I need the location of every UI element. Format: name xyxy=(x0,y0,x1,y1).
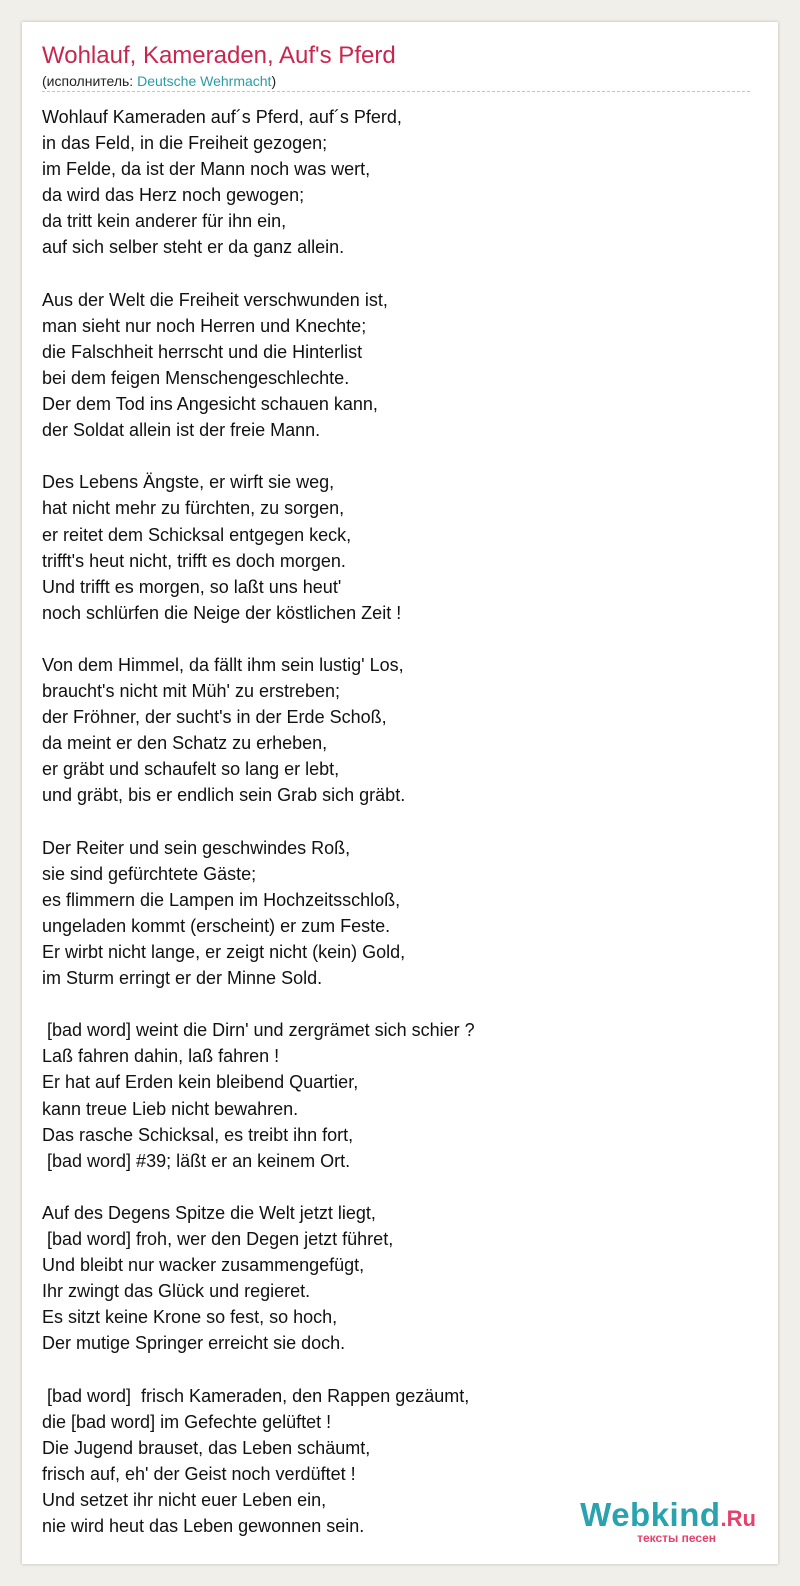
lyric-line: der Fröhner, der sucht's in der Erde Schoß, xyxy=(42,707,387,728)
lyrics-card xyxy=(22,22,778,1564)
logo-subtitle: тексты песен xyxy=(637,1531,716,1545)
stanza xyxy=(42,652,752,809)
lyric-line: Es sitzt keine Krone so fest, so hoch, xyxy=(42,1307,338,1328)
lyric-line: im Felde, da ist der Mann noch was wert, xyxy=(42,159,371,180)
lyric-line: frisch auf, eh' der Geist noch verdüftet ! xyxy=(42,1463,356,1484)
stanza xyxy=(42,287,752,444)
lyric-line: Von dem Himmel, da fällt ihm sein lustig' Los, xyxy=(42,654,404,675)
lyric-line: Der Reiter und sein geschwindes Roß, xyxy=(42,837,351,858)
lyric-line: Laß fahren dahin, laß fahren ! xyxy=(42,1046,280,1067)
lyric-line: die Falschheit herrscht und die Hinterlist xyxy=(42,341,363,362)
lyric-line: Aus der Welt die Freiheit verschwunden ist, xyxy=(42,289,388,310)
lyric-line: Er wirbt nicht lange, er zeigt nicht (kein) Gold, xyxy=(42,942,406,962)
logo-main-text: Webkind xyxy=(580,1496,721,1533)
lyric-line: es flimmern die Lampen im Hochzeitsschloß, xyxy=(42,889,401,910)
lyric-line: Und trifft es morgen, so laßt uns heut' xyxy=(42,576,342,597)
lyric-line: Die Jugend brauset, das Leben schäumt, xyxy=(42,1437,371,1458)
lyric-line: man sieht nur noch Herren und Knechte; xyxy=(42,315,367,336)
lyric-line: trifft's heut nicht, trifft es doch morgen. xyxy=(42,550,346,571)
lyric-line: Wohlauf Kameraden auf´s Pferd, auf´s Pferd, xyxy=(42,107,402,127)
lyric-line: Und setzet ihr nicht euer Leben ein, xyxy=(42,1489,327,1510)
stanza xyxy=(42,104,752,261)
lyric-line: im Sturm erringt er der Minne Sold. xyxy=(42,968,323,989)
lyrics-body xyxy=(42,104,752,1565)
lyric-line: er gräbt und schaufelt so lang er lebt, xyxy=(42,759,340,780)
stanza xyxy=(42,1200,752,1357)
lyric-line: kann treue Lieb nicht bewahren. xyxy=(42,1098,299,1119)
lyric-line: Auf des Degens Spitze die Welt jetzt liegt, xyxy=(42,1202,376,1223)
lyric-line: Er hat auf Erden kein bleibend Quartier, xyxy=(42,1072,359,1093)
lyric-line: hat nicht mehr zu fürchten, zu sorgen, xyxy=(42,498,345,519)
lyric-line: er reitet dem Schicksal entgegen keck, xyxy=(42,524,352,545)
lyric-line: ungeladen kommt (erscheint) er zum Feste. xyxy=(42,915,391,936)
logo-suffix-text: .Ru xyxy=(720,1506,756,1531)
stanza xyxy=(42,469,752,626)
lyric-line: Und bleibt nur wacker zusammengefügt, xyxy=(42,1255,365,1276)
lyric-line: Das rasche Schicksal, es treibt ihn fort, xyxy=(42,1124,354,1145)
lyric-line: Des Lebens Ängste, er wirft sie weg, xyxy=(42,472,335,493)
lyric-line: [bad word] froh, wer den Degen jetzt führet, xyxy=(42,1229,394,1250)
lyric-line: Der dem Tod ins Angesicht schauen kann, xyxy=(42,394,378,415)
lyric-line: der Soldat allein ist der freie Mann. xyxy=(42,420,321,441)
lyric-line: da tritt kein anderer für ihn ein, xyxy=(42,211,287,232)
artist-suffix: ) xyxy=(271,73,277,89)
lyric-line: da wird das Herz noch gewogen; xyxy=(42,185,305,206)
lyric-line: auf sich selber steht er da ganz allein. xyxy=(42,237,345,258)
divider xyxy=(42,91,750,92)
lyric-line: die [bad word] im Gefechte gelüftet ! xyxy=(42,1411,332,1432)
lyric-line: sie sind gefürchtete Gäste; xyxy=(42,863,257,884)
artist-prefix: (исполнитель: xyxy=(42,73,138,89)
lyric-line: noch schlürfen die Neige der köstlichen Zeit ! xyxy=(42,602,402,623)
lyric-line: [bad word] frisch Kameraden, den Rappen gezäumt, xyxy=(42,1385,470,1406)
site-logo[interactable] xyxy=(580,1498,756,1544)
lyric-line: bei dem feigen Menschengeschlechte. xyxy=(42,367,350,388)
song-title: Wohlauf, Kameraden, Auf's Pferd xyxy=(42,42,396,69)
lyric-line: [bad word] #39; läßt er an keinem Ort. xyxy=(42,1150,351,1171)
lyric-line: braucht's nicht mit Müh' zu erstreben; xyxy=(42,681,341,702)
artist-link[interactable]: Deutsche Wehrmacht xyxy=(137,73,272,89)
artist-line xyxy=(42,73,276,89)
lyric-line: und gräbt, bis er endlich sein Grab sich gräbt. xyxy=(42,785,406,806)
lyric-line: nie wird heut das Leben gewonnen sein. xyxy=(42,1516,365,1537)
lyric-line: Ihr zwingt das Glück und regieret. xyxy=(42,1281,311,1302)
lyric-line: da meint er den Schatz zu erheben, xyxy=(42,733,328,754)
lyric-line: Der mutige Springer erreicht sie doch. xyxy=(42,1333,346,1354)
lyric-line: [bad word] weint die Dirn' und zergrämet sich schier ? xyxy=(42,1020,475,1041)
stanza xyxy=(42,1017,752,1174)
lyric-line: in das Feld, in die Freiheit gezogen; xyxy=(42,133,328,154)
stanza xyxy=(42,835,752,992)
